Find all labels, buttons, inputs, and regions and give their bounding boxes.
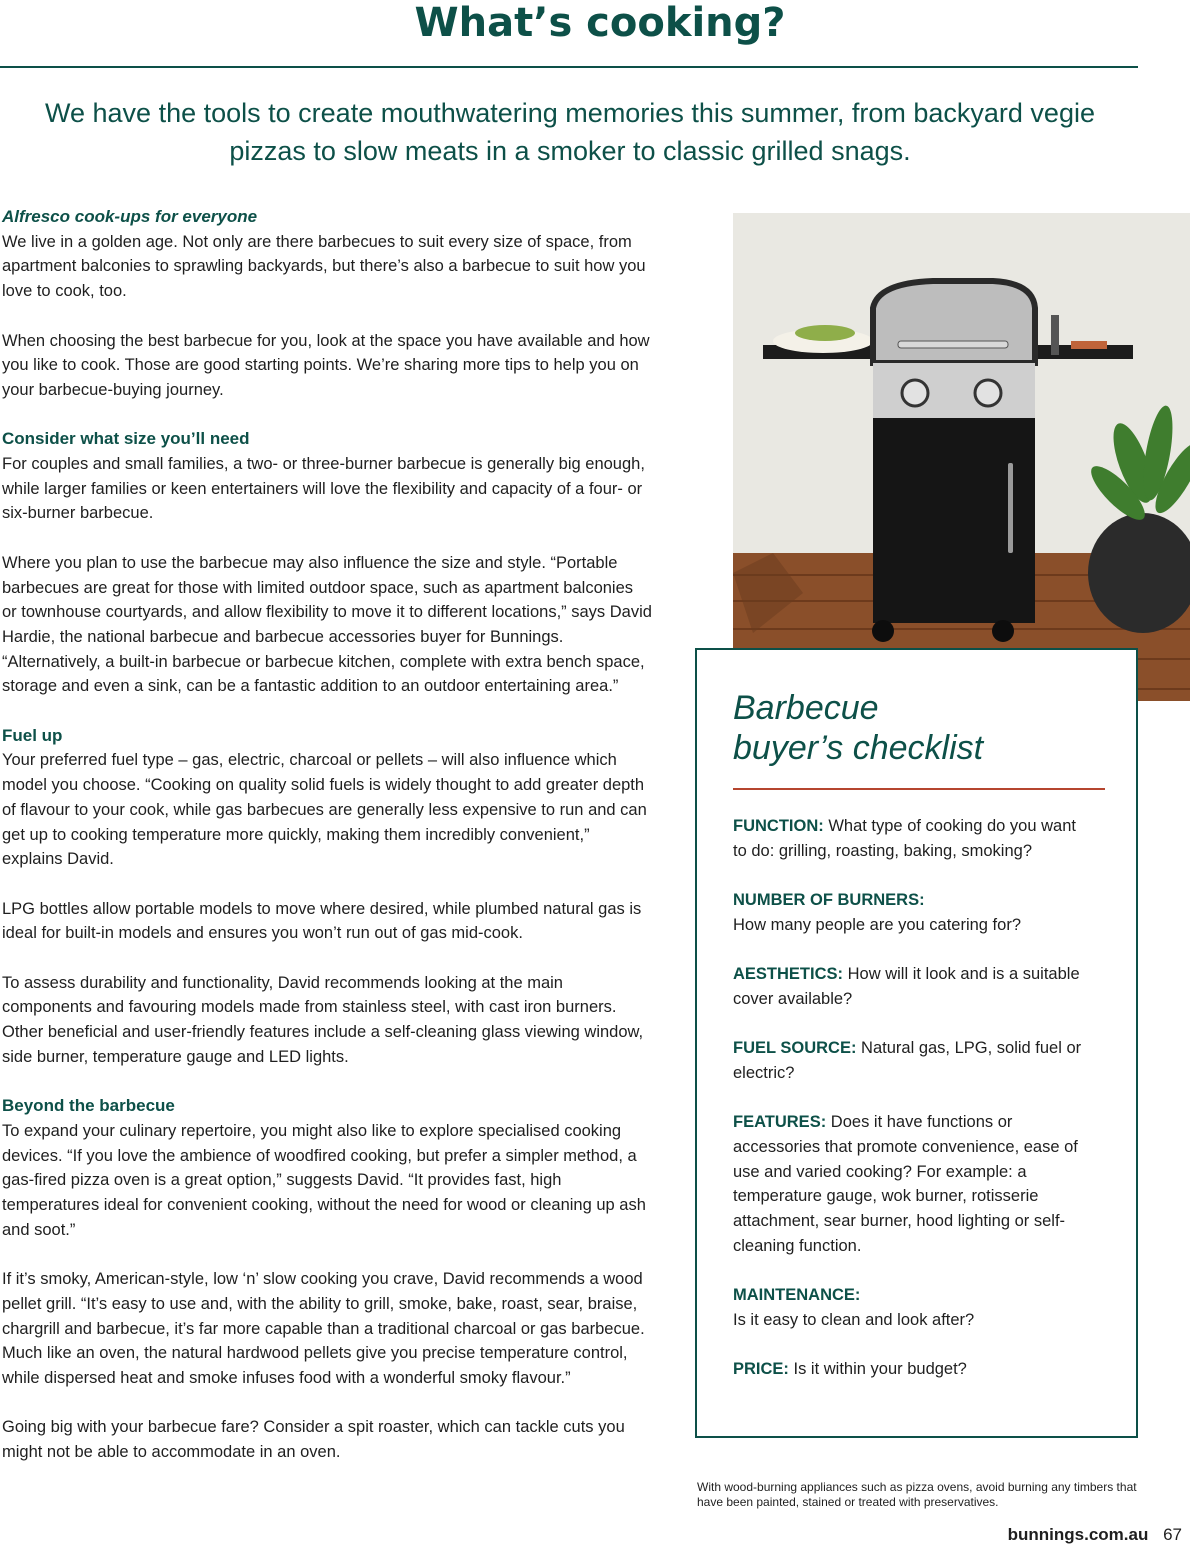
- item-text: How will it look and is a suitable cover available?: [733, 965, 1080, 1008]
- item-label: FUNCTION:: [733, 817, 824, 835]
- paragraph: We live in a golden age. Not only are there barbecues to suit every size of space, from apartment balconies to sprawling backyards, but there’s also a barbecue to suit how you love to cook, too.: [2, 232, 646, 301]
- item-label: AESTHETICS:: [733, 965, 844, 984]
- barbecue-photo: [733, 213, 1190, 701]
- checklist-item-aesthetics: [733, 962, 1093, 1011]
- buyer-checklist-box: [695, 648, 1138, 1438]
- section-heading-size: Consider what size you’ll need: [2, 429, 250, 449]
- section-heading-alfresco: Alfresco cook-ups for everyone: [2, 207, 258, 226]
- item-label: FEATURES:: [733, 1113, 827, 1132]
- item-text: Does it have functions or accessories that promote convenience, ease of use and varied cooking? For example: a temperature gauge, wok burner, rotisserie attachment, sear burner, hood lighting or self-cleaning function.: [733, 1113, 1078, 1255]
- item-label: MAINTENANCE:: [733, 1286, 861, 1305]
- paragraph: Your preferred fuel type – gas, electric, charcoal or pellets – will also influence which model you choose. “Cooking on quality solid fuels is widely thought to add greater depth of flavour to your cook, while gas barbecues are generally less expensive to run and can get up to cooking temperature more quickly, making them incredibly convenient,” explains David.: [2, 751, 647, 869]
- section-heading-fuel: Fuel up: [2, 725, 63, 745]
- title-divider: [0, 66, 1138, 68]
- paragraph: For couples and small families, a two- or three-burner barbecue is generally big enough, while larger families or keen entertainers will love the flexibility and capacity of a four- or six-burner barbecue.: [2, 455, 645, 523]
- item-text: Natural gas, LPG, solid fuel or electric?: [733, 1039, 1082, 1082]
- checklist-item-burners: [733, 888, 1093, 937]
- checklist-item-maintenance: [733, 1283, 1093, 1332]
- checklist-item-function: [733, 814, 1093, 863]
- page-footer: [1008, 1525, 1182, 1545]
- barbecue-illustration: [733, 213, 1190, 701]
- checklist-title: [733, 688, 1113, 768]
- checklist-title-line2: buyer’s checklist: [733, 729, 984, 767]
- item-text: Is it easy to clean and look after?: [733, 1310, 975, 1329]
- paragraph: LPG bottles allow portable models to move where desired, while plumbed natural gas is ideal for built-in models and ensures you won’t run out of gas mid-cook.: [2, 899, 642, 943]
- page-number: 67: [1163, 1525, 1182, 1544]
- checklist-items: [733, 814, 1093, 1407]
- checklist-title-line1: Barbecue: [733, 689, 879, 727]
- intro-text: We have the tools to create mouthwatering memories this summer, from backyard vegie pizzas to slow meats in a smoker to classic grilled snags.: [45, 98, 1095, 166]
- item-label: PRICE:: [733, 1360, 789, 1379]
- checklist-item-features: [733, 1110, 1093, 1258]
- checklist-item-fuel-source: [733, 1036, 1093, 1085]
- paragraph: To assess durability and functionality, David recommends looking at the main components and favouring models made from stainless steel, with cast iron burners. Other beneficial and user-friendly features include a self-cleaning glass viewing window, side burner, temperature gauge and LED lights.: [2, 973, 644, 1066]
- item-text: Is it within your budget?: [793, 1360, 967, 1379]
- article-body: [2, 205, 652, 1465]
- paragraph: If it’s smoky, American-style, low ‘n’ slow cooking you crave, David recommends a wood pellet grill. “It’s easy to use and, with the ability to grill, smoke, bake, roast, sear, braise, chargrill and barbecue, it’s far more capable than a traditional charcoal or gas barbecue. Much like an oven, the natural hardwood pellets give you precise temperature control, while dispersed heat and smoke infuses food with a wonderful smoky flavour.”: [2, 1270, 645, 1387]
- checklist-item-price: [733, 1357, 1093, 1382]
- footer-site: bunnings.com.au: [1007, 1525, 1149, 1544]
- paragraph: When choosing the best barbecue for you, look at the space you have available and how you like to cook. Those are good starting points. We’re sharing more tips to help you on your barbecue-buying journey.: [2, 331, 650, 399]
- item-label: NUMBER OF BURNERS:: [733, 891, 925, 910]
- paragraph: To expand your culinary repertoire, you might also like to explore specialised cooking devices. “If you love the ambience of woodfired cooking, but prefer a simpler method, a gas-fired pizza oven is a great option,” suggests David. “It provides fast, high temperatures ideal for convenient cooking, without the need for wood or cleaning up ash and soot.”: [2, 1121, 646, 1239]
- page-title: What’s cooking?: [414, 0, 786, 46]
- item-text: How many people are you catering for?: [733, 915, 1021, 934]
- paragraph: Where you plan to use the barbecue may also influence the size and style. “Portable barbecues are great for those with limited outdoor space, such as apartment balconies or townhouse courtyards, and allow flexibility to move it to different locations,” says David Hardie, the national barbecue and barbecue accessories buyer for Bunnings. “Alternatively, a built-in barbecue or barbecue kitchen, complete with extra bench space, storage and even a sink, can be a fantastic addition to an outdoor entertaining area.”: [2, 553, 652, 696]
- section-heading-beyond: Beyond the barbecue: [2, 1096, 175, 1116]
- footnote: With wood-burning appliances such as pizza ovens, avoid burning any timbers that have been painted, stained or treated with preservatives.: [697, 1480, 1137, 1509]
- item-label: FUEL SOURCE:: [733, 1039, 857, 1058]
- paragraph: Going big with your barbecue fare? Consider a spit roaster, which can tackle cuts you might not be able to accommodate in an oven.: [2, 1418, 625, 1462]
- item-text: What type of cooking do you want to do: grilling, roasting, baking, smoking?: [733, 817, 1076, 860]
- checklist-divider: [733, 788, 1105, 790]
